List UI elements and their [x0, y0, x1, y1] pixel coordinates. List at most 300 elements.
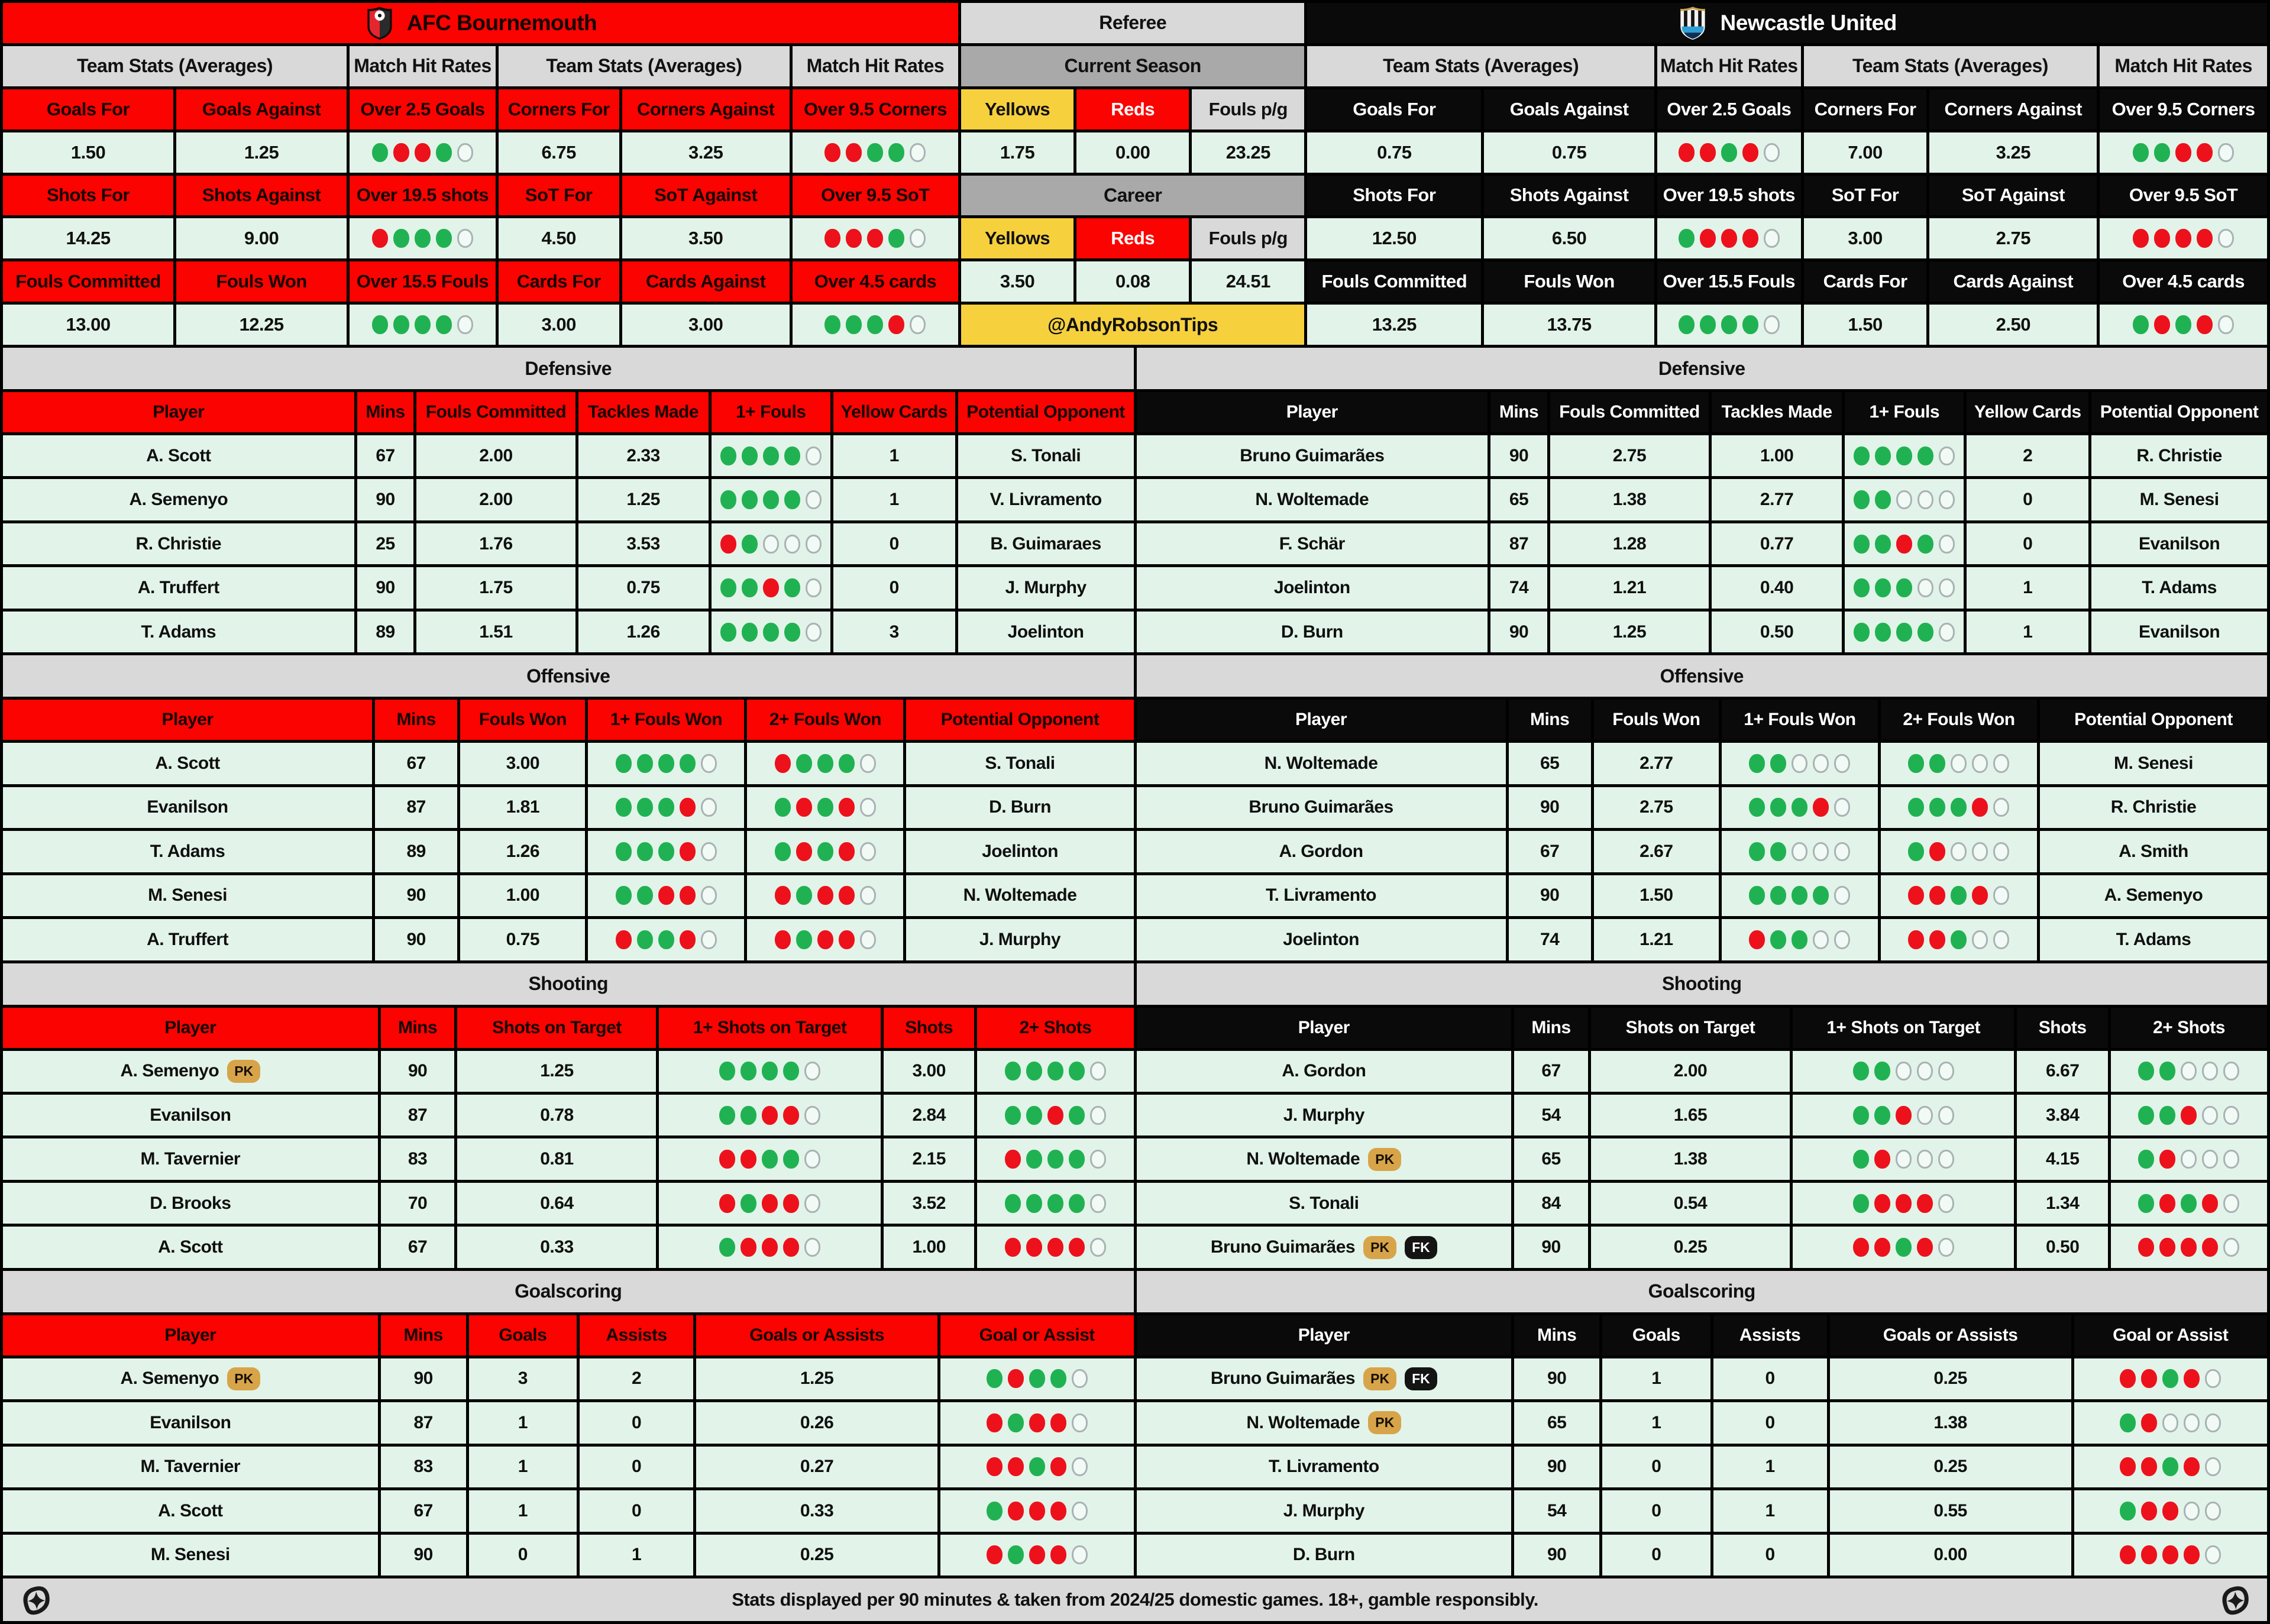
- table-cell: Evanilson: [2091, 612, 2267, 652]
- hit-dot: [1026, 1150, 1042, 1169]
- table-row: [1137, 1095, 2268, 1135]
- table-cell: 87: [381, 1095, 455, 1135]
- table-cell: A. Smith: [2040, 831, 2267, 872]
- stat-value: 12.50: [1307, 218, 1481, 258]
- table-row: [1137, 479, 2268, 520]
- table-row: [3, 831, 1134, 872]
- table-cell: [3, 567, 354, 608]
- hit-dot: [888, 143, 904, 162]
- miss-dot: [1029, 1502, 1045, 1521]
- stat-value: 13.75: [1484, 305, 1654, 345]
- table-cell: [3, 479, 354, 520]
- stat-label: Over 19.5 shots: [350, 176, 496, 216]
- table-cell: [3, 875, 372, 916]
- hit-rate-dots: [2120, 1413, 2221, 1432]
- hit-rate-dots: [775, 886, 876, 905]
- table-row: [3, 1227, 1134, 1267]
- subheader-row: [1307, 46, 2267, 86]
- miss-dot: [1929, 930, 1945, 949]
- player-name: Bruno Guimarães: [1249, 797, 1393, 817]
- empty-dot: [701, 798, 717, 817]
- empty-dot: [1939, 447, 1955, 465]
- table-row: [3, 787, 1134, 828]
- stat-label: Over 4.5 cards: [2100, 261, 2267, 302]
- hit-dot: [2120, 1413, 2136, 1432]
- table-cell: 65: [1514, 1138, 1588, 1179]
- column-header: Mins: [1490, 392, 1547, 432]
- table-cell: 2.15: [884, 1138, 975, 1179]
- column-header: Mins: [381, 1008, 455, 1048]
- stat-label: Goals Against: [176, 89, 347, 130]
- table-cell: 67: [357, 435, 414, 476]
- table-cell: Joelinton: [958, 612, 1134, 652]
- empty-dot: [784, 535, 800, 554]
- stat-value: 13.00: [3, 305, 173, 345]
- miss-dot: [762, 1106, 778, 1125]
- table-cell: [3, 1138, 378, 1179]
- miss-dot: [846, 229, 862, 248]
- table-cell: 90: [357, 567, 414, 608]
- player-name: A. Semenyo: [120, 1061, 219, 1081]
- table-row: [1137, 787, 2268, 828]
- table-cell: [659, 1183, 880, 1224]
- column-header: Shots on Target: [457, 1008, 656, 1048]
- section-title: Shooting: [3, 963, 1134, 1005]
- table-cell: Evanilson: [2091, 523, 2267, 564]
- fk-badge: FK: [1405, 1236, 1437, 1259]
- table-cell: 0.25: [1830, 1447, 2071, 1487]
- table-cell: [2111, 1183, 2267, 1224]
- hit-dot: [1026, 1194, 1042, 1213]
- top-stats-area: [3, 3, 2267, 345]
- miss-dot: [1026, 1238, 1042, 1257]
- table-cell: [1793, 1138, 2014, 1179]
- table-row: [1137, 1490, 2268, 1531]
- table-cell: 0.26: [696, 1402, 937, 1443]
- table-cell: 1: [1713, 1490, 1827, 1531]
- hit-dot: [415, 229, 431, 248]
- table-cell: 0: [580, 1447, 693, 1487]
- table-cell: 6.67: [2017, 1051, 2108, 1092]
- pk-badge: PK: [1368, 1148, 1401, 1171]
- empty-dot: [1917, 1150, 1933, 1169]
- empty-dot: [2184, 1413, 2200, 1432]
- empty-dot: [1764, 229, 1780, 248]
- hit-dot: [1770, 798, 1786, 817]
- table-cell: M. Senesi: [2091, 479, 2267, 520]
- table-row: [3, 612, 1134, 652]
- table-cell: [1137, 1402, 1512, 1443]
- hit-dot: [1770, 930, 1786, 949]
- miss-dot: [2120, 1545, 2136, 1564]
- stat-label-row: [1307, 89, 2267, 130]
- column-header: 2+ Fouls Won: [747, 700, 903, 740]
- table-row: [1137, 1227, 2268, 1267]
- hit-dot: [1874, 1106, 1890, 1125]
- empty-dot: [860, 886, 876, 905]
- miss-dot: [1008, 1369, 1024, 1388]
- table-cell: 1.38: [1830, 1402, 2071, 1443]
- hit-dot: [784, 623, 800, 642]
- table-cell: [2074, 1535, 2267, 1576]
- hit-rate-dots: [1908, 798, 2009, 817]
- hit-rate-dots: [1853, 1238, 1954, 1257]
- table-header-row: [1137, 1315, 2268, 1356]
- hit-dot: [1917, 535, 1933, 554]
- table-cell: 2.00: [416, 435, 575, 476]
- miss-dot: [680, 798, 696, 817]
- miss-dot: [616, 930, 632, 949]
- miss-dot: [783, 1238, 799, 1257]
- stat-value: [1657, 305, 1801, 345]
- empty-dot: [860, 754, 876, 773]
- player-name: N. Woltemade: [1255, 490, 1369, 510]
- hit-dot: [1854, 490, 1870, 509]
- stat-value: [793, 305, 958, 345]
- table-cell: 2.00: [1591, 1051, 1790, 1092]
- table-cell: 1.25: [696, 1358, 937, 1399]
- hit-dot: [658, 754, 674, 773]
- table-cell: [1881, 831, 2037, 872]
- bournemouth-defensive-table: [3, 348, 1134, 652]
- hit-dot: [658, 798, 674, 817]
- table-cell: [1137, 1227, 1512, 1267]
- table-row: [3, 1183, 1134, 1224]
- stat-label: Shots For: [1307, 176, 1481, 216]
- miss-dot: [2184, 1369, 2200, 1388]
- hit-dot: [775, 798, 791, 817]
- column-header: Goal or Assist: [2074, 1315, 2267, 1356]
- hit-rate-dots: [824, 143, 926, 162]
- stat-value-row: [1307, 218, 2267, 258]
- column-group-header: Team Stats (Averages): [499, 46, 790, 86]
- hit-dot: [762, 1062, 778, 1080]
- miss-dot: [775, 930, 791, 949]
- hit-dot: [742, 578, 758, 597]
- column-header: 1+ Fouls: [712, 392, 830, 432]
- table-cell: 90: [357, 479, 414, 520]
- empty-dot: [1993, 798, 2009, 817]
- empty-dot: [1972, 754, 1988, 773]
- table-cell: 1.25: [1550, 612, 1709, 652]
- column-header: Assists: [580, 1315, 693, 1356]
- table-cell: [1881, 743, 2037, 784]
- miss-dot: [680, 842, 696, 861]
- table-cell: 3.00: [460, 743, 585, 784]
- empty-dot: [701, 930, 717, 949]
- table-header-row: [1137, 1008, 2268, 1048]
- table-row: [1137, 435, 2268, 476]
- table-cell: 1.75: [416, 567, 575, 608]
- hit-rate-dots: [2138, 1238, 2239, 1257]
- hit-rate-dots: [720, 447, 822, 465]
- table-row: [3, 875, 1134, 916]
- stat-value: 3.00: [622, 305, 790, 345]
- hit-dot: [839, 754, 855, 773]
- table-cell: 90: [1509, 787, 1591, 828]
- table-cell: 67: [1514, 1051, 1588, 1092]
- stat-label: Fouls Won: [176, 261, 347, 302]
- table-cell: [2074, 1490, 2267, 1531]
- hit-rate-dots: [616, 798, 717, 817]
- table-cell: [3, 1051, 378, 1092]
- team-name: Newcastle United: [1720, 10, 1897, 35]
- table-cell: [1137, 1447, 1512, 1487]
- miss-dot: [2141, 1457, 2157, 1476]
- table-row: [1137, 1402, 2268, 1443]
- table-cell: [1137, 435, 1488, 476]
- table-cell: [1137, 875, 1506, 916]
- table-cell: 0.64: [457, 1183, 656, 1224]
- hit-rate-dots: [2138, 1194, 2239, 1213]
- hit-rate-dots: [1908, 842, 2009, 861]
- miss-dot: [2133, 229, 2149, 248]
- table-cell: 1: [469, 1490, 577, 1531]
- player-name: M. Tavernier: [140, 1149, 241, 1169]
- table-cell: [3, 1095, 378, 1135]
- hit-dot: [817, 754, 833, 773]
- table-cell: 1.65: [1591, 1095, 1790, 1135]
- table-cell: [659, 1227, 880, 1267]
- miss-dot: [987, 1545, 1003, 1564]
- section-title: Offensive: [1137, 655, 2268, 697]
- table-row: [1137, 831, 2268, 872]
- referee-season-label: Current Season: [961, 46, 1304, 86]
- table-cell: [1137, 612, 1488, 652]
- player-name: A. Semenyo: [120, 1369, 219, 1389]
- miss-dot: [2141, 1413, 2157, 1432]
- hit-dot: [987, 1502, 1003, 1521]
- reds-header: Reds: [1076, 218, 1189, 258]
- empty-dot: [1813, 754, 1829, 773]
- table-cell: 90: [381, 1535, 466, 1576]
- yellows-header: Yellows: [961, 89, 1073, 130]
- table-cell: [3, 1490, 378, 1531]
- table-row: [1137, 523, 2268, 564]
- table-row: [3, 1535, 1134, 1576]
- empty-dot: [2223, 1194, 2239, 1213]
- hit-dot: [1951, 930, 1967, 949]
- table-cell: 0.27: [696, 1447, 937, 1487]
- hit-rate-dots: [987, 1369, 1088, 1388]
- table-cell: 90: [1490, 435, 1547, 476]
- stat-label: SoT Against: [1929, 176, 2097, 216]
- empty-dot: [910, 229, 926, 248]
- hit-rate-dots: [372, 143, 473, 162]
- table-cell: 3.84: [2017, 1095, 2108, 1135]
- hit-dot: [741, 1194, 756, 1213]
- miss-dot: [1896, 1194, 1912, 1213]
- table-cell: [1881, 919, 2037, 960]
- hit-dot: [637, 930, 653, 949]
- table-cell: 0.50: [2017, 1227, 2108, 1267]
- empty-dot: [1939, 490, 1955, 509]
- hit-dot: [1026, 1062, 1042, 1080]
- empty-dot: [1939, 623, 1955, 642]
- hit-dot: [720, 623, 736, 642]
- column-header: Potential Opponent: [2040, 700, 2267, 740]
- table-cell: 0.25: [1591, 1227, 1790, 1267]
- bournemouth-shooting-table: [3, 963, 1134, 1268]
- empty-dot: [1951, 754, 1967, 773]
- miss-dot: [817, 886, 833, 905]
- miss-dot: [1700, 143, 1716, 162]
- hit-dot: [2181, 1194, 2197, 1213]
- empty-dot: [1072, 1545, 1088, 1564]
- hit-dot: [2138, 1194, 2154, 1213]
- hit-dot: [658, 842, 674, 861]
- empty-dot: [2202, 1150, 2218, 1169]
- table-cell: 1.26: [460, 831, 585, 872]
- table-row: [3, 1358, 1134, 1399]
- table-cell: 4.15: [2017, 1138, 2108, 1179]
- table-cell: 90: [1514, 1358, 1599, 1399]
- table-cell: [1845, 435, 1964, 476]
- miss-dot: [1047, 1238, 1063, 1257]
- player-name: A. Gordon: [1279, 841, 1363, 861]
- table-cell: 87: [375, 787, 457, 828]
- table-cell: V. Livramento: [958, 479, 1134, 520]
- miss-dot: [415, 143, 431, 162]
- empty-dot: [910, 315, 926, 334]
- hit-rate-dots: [1854, 578, 1955, 597]
- hit-dot: [637, 842, 653, 861]
- table-row: [1137, 743, 2268, 784]
- column-header: Player: [3, 392, 354, 432]
- table-cell: 2.84: [884, 1095, 975, 1135]
- column-header: Player: [1137, 700, 1506, 740]
- miss-dot: [2141, 1545, 2157, 1564]
- table-cell: 0: [1713, 1535, 1827, 1576]
- empty-dot: [1972, 930, 1988, 949]
- table-row: [1137, 1535, 2268, 1576]
- hit-dot: [1875, 447, 1891, 465]
- table-cell: 1: [580, 1535, 693, 1576]
- table-row: [3, 479, 1134, 520]
- miss-dot: [1853, 1238, 1869, 1257]
- hit-dot: [1951, 798, 1967, 817]
- table-cell: 1.38: [1591, 1138, 1790, 1179]
- stat-label: Shots Against: [1484, 176, 1654, 216]
- hit-rate-dots: [1854, 623, 1955, 642]
- stat-value: 6.75: [499, 132, 619, 173]
- empty-dot: [1896, 1150, 1912, 1169]
- miss-dot: [1874, 1150, 1890, 1169]
- table-cell: 74: [1490, 567, 1547, 608]
- player-name: D. Burn: [1280, 622, 1343, 642]
- column-header: 1+ Fouls Won: [588, 700, 744, 740]
- table-cell: 0: [469, 1535, 577, 1576]
- hit-rate-dots: [1749, 754, 1850, 773]
- hit-rate-dots: [1853, 1194, 1954, 1213]
- column-header: Potential Opponent: [906, 700, 1133, 740]
- hit-dot: [742, 535, 758, 554]
- table-cell: [3, 1447, 378, 1487]
- hit-rate-dots: [720, 623, 822, 642]
- table-cell: 3.52: [884, 1183, 975, 1224]
- table-cell: [1137, 787, 1506, 828]
- column-header: Tackles Made: [1712, 392, 1842, 432]
- hit-dot: [1896, 447, 1912, 465]
- column-header: Shots: [2017, 1008, 2108, 1048]
- column-header: Assists: [1713, 1315, 1827, 1356]
- table-cell: 67: [1509, 831, 1591, 872]
- hit-dot: [741, 1062, 756, 1080]
- table-cell: 0.25: [1830, 1358, 2071, 1399]
- table-cell: [1793, 1095, 2014, 1135]
- table-cell: [3, 435, 354, 476]
- hit-dot: [784, 578, 800, 597]
- hit-dot: [1029, 1369, 1045, 1388]
- stat-label: Cards For: [499, 261, 619, 302]
- table-cell: [747, 875, 903, 916]
- hit-rate-dots: [987, 1502, 1088, 1521]
- miss-dot: [1029, 1545, 1045, 1564]
- hit-rate-dots: [1005, 1150, 1106, 1169]
- empty-dot: [806, 578, 822, 597]
- hit-rate-dots: [2133, 315, 2234, 334]
- table-cell: 74: [1509, 919, 1591, 960]
- table-cell: 90: [1514, 1227, 1588, 1267]
- hit-dot: [817, 798, 833, 817]
- empty-dot: [2202, 1106, 2218, 1125]
- hit-dot: [393, 229, 409, 248]
- empty-dot: [2205, 1502, 2221, 1521]
- empty-dot: [804, 1106, 820, 1125]
- hit-dot: [1908, 842, 1924, 861]
- stat-value: 0.75: [1484, 132, 1654, 173]
- hit-dot: [1721, 315, 1737, 334]
- bournemouth-offensive-table: [3, 655, 1134, 960]
- hit-dot: [846, 315, 862, 334]
- player-name: N. Woltemade: [1246, 1412, 1360, 1432]
- hit-dot: [1029, 1457, 1045, 1476]
- empty-dot: [1939, 535, 1955, 554]
- table-row: [1137, 875, 2268, 916]
- hit-dot: [1853, 1150, 1869, 1169]
- table-row: [3, 523, 1134, 564]
- stat-label: Corners For: [499, 89, 619, 130]
- table-cell: [2111, 1227, 2267, 1267]
- newcastle-defensive-table: [1137, 348, 2268, 652]
- table-cell: [977, 1051, 1133, 1092]
- table-cell: [747, 831, 903, 872]
- empty-dot: [1764, 315, 1780, 334]
- table-cell: J. Murphy: [906, 919, 1133, 960]
- hit-rate-dots: [987, 1457, 1088, 1476]
- column-header: Yellow Cards: [1967, 392, 2088, 432]
- table-cell: 0.33: [457, 1227, 656, 1267]
- table-cell: 0.81: [457, 1138, 656, 1179]
- stat-label: Fouls Committed: [1307, 261, 1481, 302]
- table-cell: [588, 743, 744, 784]
- table-row: [1137, 1183, 2268, 1224]
- stat-value: [350, 132, 496, 173]
- hit-dot: [867, 315, 883, 334]
- miss-dot: [775, 886, 791, 905]
- hit-rate-dots: [987, 1545, 1088, 1564]
- hit-dot: [1917, 623, 1933, 642]
- miss-dot: [2184, 1545, 2200, 1564]
- player-name: A. Truffert: [147, 929, 228, 949]
- column-header: Player: [3, 1008, 378, 1048]
- miss-dot: [2154, 315, 2170, 334]
- player-name: Evanilson: [150, 1105, 231, 1125]
- table-cell: 0.78: [457, 1095, 656, 1135]
- empty-dot: [1938, 1150, 1954, 1169]
- hit-dot: [2175, 315, 2191, 334]
- miss-dot: [1679, 143, 1695, 162]
